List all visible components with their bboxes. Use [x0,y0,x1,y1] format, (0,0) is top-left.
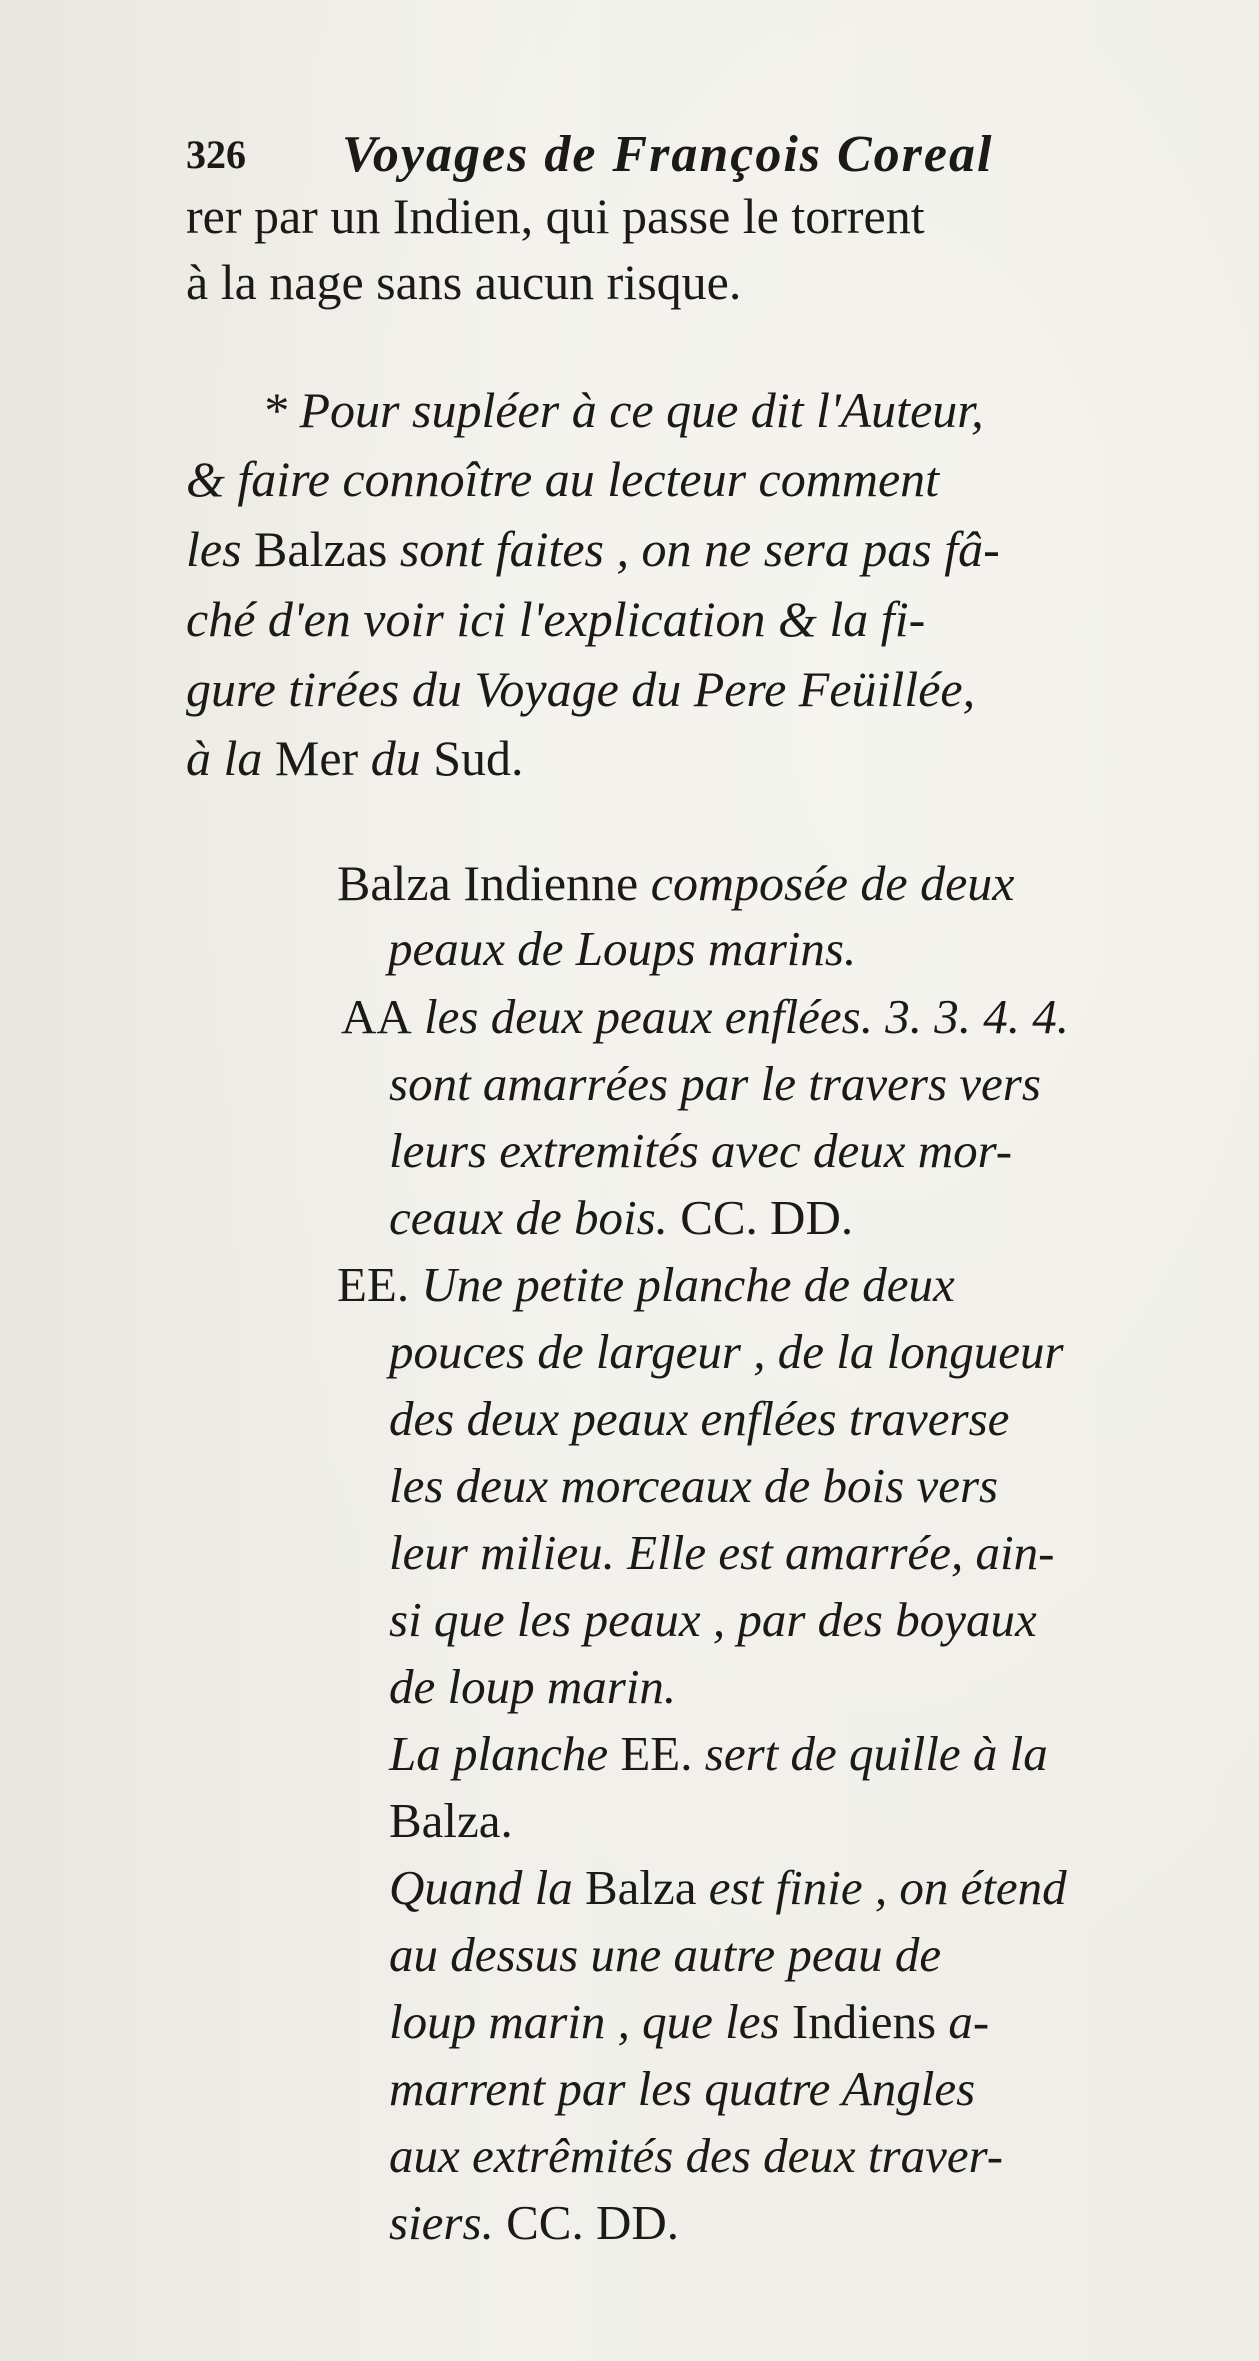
note-line: & faire connoître au lecteur comment [186,451,940,507]
legend-line: peaux de Loups marins. [388,921,857,976]
legend-text: a- [936,1994,990,2049]
legend-entry-aa [341,989,1069,1044]
running-title: Voyages de François Coreal [342,126,994,183]
note-line: gure tirées du Voyage du Pere Feüillée, [186,661,976,717]
legend-refs: CC. DD. [506,2195,679,2250]
legend-text: est finie , on étend [696,1860,1067,1915]
legend-line: au dessus une autre peau de [389,1927,942,1982]
legend-text: La planche [389,1726,621,1781]
legend-refs: EE. [620,1726,693,1781]
legend-line: de loup marin. [389,1659,677,1714]
legend-line: leurs extremités avec deux mor- [389,1123,1013,1178]
text-line: à la nage sans aucun risque. [186,254,742,310]
legend-line: marrent par les quatre Angles [389,2061,976,2116]
legend-text: ceaux de bois. [389,1190,681,1245]
note-text-roman: Sud. [433,730,524,786]
legend-refs: CC. DD. [680,1190,854,1245]
note-text: sont faites , on ne sera pas fâ- [387,521,1000,577]
legend-text: Une petite planche de deux [409,1257,955,1312]
legend-key: AA [341,989,412,1044]
legend-text: siers. [389,2195,507,2250]
legend-text: loup marin , que les [389,1994,792,2049]
legend-line: sont amarrées par le travers vers [389,1056,1041,1111]
note-text: du [358,730,434,786]
legend-text: Quand la [389,1860,585,1915]
note-text: à la [186,730,275,786]
note-line [186,521,1000,577]
legend-key: EE. [337,1257,410,1312]
legend-entry-ee [337,1257,955,1312]
legend-line: pouces de largeur , de la longueur [389,1324,1064,1379]
note-text-roman: Mer [274,730,359,786]
note-text-roman: Balzas [254,521,388,577]
legend-line [389,1190,854,1245]
legend-line: aux extrêmités des deux traver- [389,2128,1004,2183]
text-line: rer par un Indien, qui passe le torrent [186,188,925,244]
legend-line: si que les peaux , par des boyaux [389,1592,1037,1647]
legend-text: les deux peaux enflées. 3. 3. 4. 4. [411,989,1069,1044]
legend-line [389,2195,679,2250]
legend-text: sert de quille à la [692,1726,1048,1781]
legend-line: Balza. [389,1793,513,1848]
legend-line: les deux morceaux de bois vers [389,1458,999,1513]
legend-text-roman: Indiens [791,1994,937,2049]
legend-line: des deux peaux enflées traverse [389,1391,1010,1446]
legend-line [389,1994,990,2049]
legend-title-italic: composée de deux [638,855,1015,911]
note-line: * Pour supléer à ce que dit l'Auteur, [262,382,984,438]
legend-title-roman: Balza Indienne [337,855,639,911]
legend-title [337,855,1015,911]
legend-entry-planche [389,1726,1048,1781]
note-text: les [186,521,255,577]
legend-text-roman: Balza [585,1860,697,1915]
page-number: 326 [186,132,246,177]
note-line [186,730,524,786]
legend-entry-quand [389,1860,1067,1915]
legend-line: leur milieu. Elle est amarrée, ain- [389,1525,1055,1580]
note-line: ché d'en voir ici l'explication & la fi- [186,591,926,647]
